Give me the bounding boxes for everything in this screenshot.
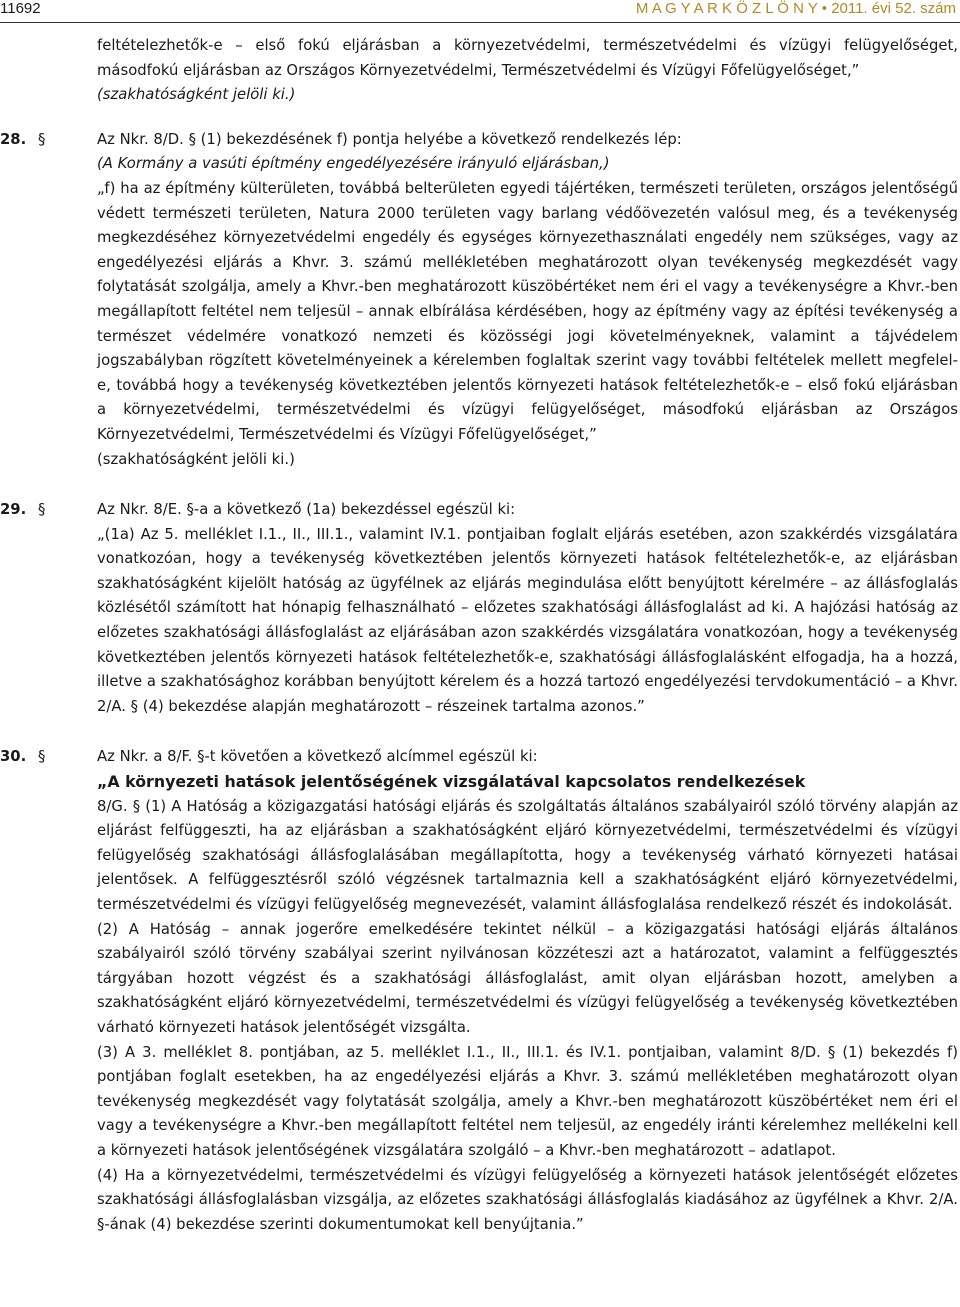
section-heading: [0, 128, 960, 153]
section-italic-line: (A Kormány a vasúti építmény engedélyezésére irányuló eljárásban,): [97, 155, 610, 173]
section-30: [0, 745, 960, 1237]
section-heading: [0, 745, 960, 770]
section-closing: (szakhatóságként jelöli ki.): [97, 450, 295, 468]
section-subtitle: „A környezeti hatások jelentőségének vizsgálatával kapcsolatos rendelkezések: [97, 772, 806, 792]
section-body: „(1a) Az 5. melléklet I.1., II., III.1., valamint IV.1. pontjaiban foglalt eljárás esetében, azon szakkérdés vizsgálatára vonatkozóan, hogy a tevékenység következtében jelentős környezeti hatások feltételezhetők-e, az eljárásban szakhatóságként kijelölt hatóság az ügyfélnek az eljárás megindulása előtt benyújtott kérelmére – az állásfoglalás közlésétől számított hat hónapig felhasználható – előzetes szakhatósági állásfoglalást ad ki. A hajózási hatóság az előzetes szakhatósági állásfoglalást az eljárásában azon szakkérdés vizsgálatára vonatkozóan, hogy a tevékenység következtében jelentős környezeti hatások feltételezhetők-e, szakhatósági állásfoglalásként elfogadja, ha a hozzá, illetve a szakhatósághoz korábban benyújtott kérelem és a hozzá tartozó engedélyezési tervdokumentáció – a Khvr. 2/A. § (4) bekezdése alapján meghatározott – részeinek tartalma azonos.”: [97, 525, 958, 715]
header-divider: [0, 22, 960, 23]
intro-paragraph: feltételezhetők-e – első fokú eljárásban a környezetvédelmi, természetvédelmi és vízügyi felügyelőséget, másodfokú eljárásban az Országos Környezetvédelmi, Természetvédelmi és Vízügyi Főfelügyelőséget,”: [97, 37, 958, 79]
intro-closing: (szakhatóságként jelöli ki.): [97, 86, 296, 104]
document-body: [0, 34, 960, 1237]
section-paragraph: (2) A Hatóság – annak jogerőre emelkedésére tekintet nélkül – a közigazgatási hatósági eljárás általános szabályairól szóló törvény szabályai szerint nyilvánosan közzéteszi azt a határozatot, valamint a felfüggesztés tárgyában hozott végzést és a szakhatósági állásfoglalást, amit olyan eljárásban hozott, amelyben a szakhatóságként eljáró környezetvédelmi, természetvédelmi és vízügyi felügyelőség a tevékenység következtében várható környezeti hatások jelentőségét vizsgálta.: [97, 920, 958, 1036]
section-heading-text: Az Nkr. 8/D. § (1) bekezdésének f) pontja helyébe a következő rendelkezés lép:: [97, 130, 682, 148]
section-heading-text: Az Nkr. 8/E. §-a a következő (1a) bekezdéssel egészül ki:: [97, 501, 516, 519]
section-paragraph: (3) A 3. melléklet 8. pontjában, az 5. melléklet I.1., II., III.1. és IV.1. pontjaiban, valamint 8/D. § (1) bekezdés f) pontjában foglalt esetekben, ha az engedélyezési eljárás a Khvr. 3. számú mellékletében meghatározott olyan tevékenység megkezdését vagy folytatását szolgálja, amely a Khvr.-ben meghatározott küszöbértéket nem éri el vagy a tevékenységre a Khvr.-ben megállapított feltétel nem teljesül, az engedély iránti kérelemhez mellékelni kell a környezeti hatások jelentőségének vizsgálatára szolgáló – a Khvr.-ben meghatározott – adatlapot.: [97, 1043, 958, 1159]
section-paragraph: (4) Ha a környezetvédelmi, természetvédelmi és vízügyi felügyelőség a környezeti hatások jelentőségét előzetes szakhatósági állásfoglalásban vizsgálja, az előzetes szakhatósági állásfoglalás kiadásához az ügyfélnek a Khvr. 2/A. §-ának (4) bekezdése szerinti dokumentumokat kell benyújtania.”: [97, 1166, 958, 1233]
section-number: 28.: [0, 130, 27, 148]
page-header: [0, 0, 960, 24]
section-28: [0, 128, 960, 472]
section-heading: [0, 498, 960, 523]
section-29: [0, 498, 960, 719]
section-number: 30.: [0, 748, 27, 766]
intro-block: [97, 34, 958, 108]
section-number: 29.: [0, 501, 27, 519]
section-paragraph: 8/G. § (1) A Hatóság a közigazgatási hatósági eljárás és szolgáltatás általános szabályairól szóló törvény alapján az eljárást felfüggeszti, ha az eljárásban a szakhatóságként eljáró környezetvédelmi, természetvédelmi és vízügyi felügyelőség szakhatósági állásfoglalásában megállapította, hogy a tevékenység várható környezeti hatásai jelentősek. A felfüggesztésről szóló végzésnek tartalmaznia kell a szakhatóságként eljáró környezetvédelmi, természetvédelmi és vízügyi felügyelőség megnevezését, valamint állásfoglalása rendelkező részét és indokolását.: [97, 797, 958, 913]
section-symbol: §: [38, 130, 46, 148]
page-number: 11692: [0, 0, 41, 17]
section-symbol: §: [38, 748, 46, 766]
section-symbol: §: [38, 501, 46, 519]
section-body: „f) ha az építmény külterületen, továbbá belterületen egyedi tájértéken, természeti területen, országos jelentőségű védett természeti területen, Natura 2000 területen vagy barlang védőövezetén valósul meg, és a tevékenység megkezdéséhez környezetvédelmi engedély és egységes környezethasználati engedély nem szükséges, vagy az engedélyezési eljárás a Khvr. 3. számú mellékletében meghatározott olyan tevékenység megkezdését vagy folytatását szolgálja, amely a Khvr.-ben meghatározott küszöbértéket nem éri el vagy a tevékenységre a Khvr.-ben megállapított feltétel nem teljesül – annak elbírálása kérdésében, hogy az építmény vagy az építési tevékenység a természet védelmére vonatkozó nemzeti és közösségi jogi követelményeknek, valamint a tájvédelem jogszabályban rögzített követelményeinek a kérelemben foglaltak szerint vagy további feltételek mellett megfelel-e, továbbá hogy a tevékenység következtében jelentős környezeti hatások feltételezhetők-e – első fokú eljárásban a környezetvédelmi, természetvédelmi és vízügyi felügyelőséget, másodfokú eljárásban az Országos Környezetvédelmi, Természetvédelmi és Vízügyi Főfelügyelőséget,”: [97, 179, 958, 443]
section-heading-text: Az Nkr. a 8/F. §-t követően a következő alcímmel egészül ki:: [97, 748, 538, 766]
journal-title: M A G Y A R K Ö Z L Ö N Y • 2011. évi 52. szám: [635, 0, 956, 17]
